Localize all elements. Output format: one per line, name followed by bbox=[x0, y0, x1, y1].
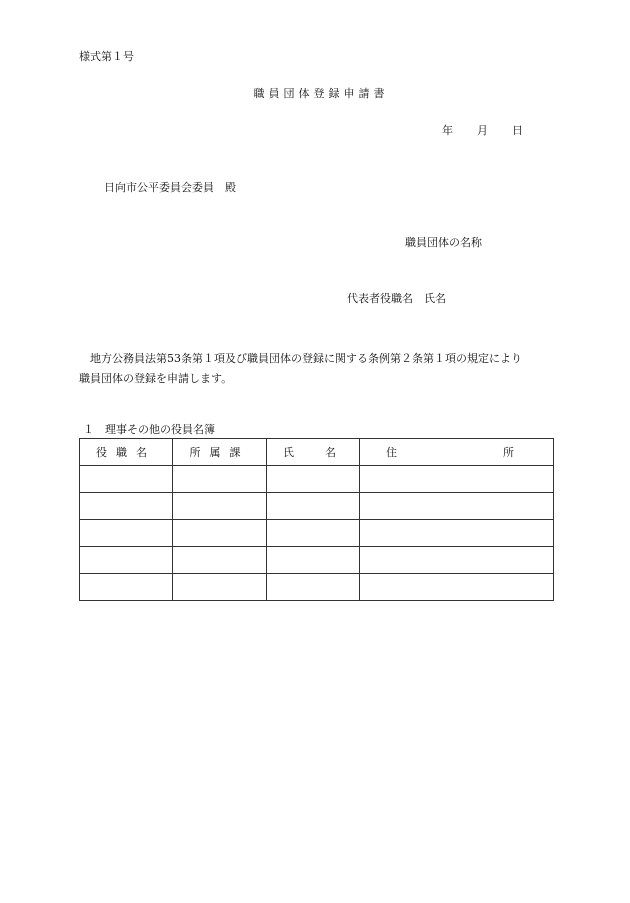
addressee: 日向市公平委員会委員 殿 bbox=[104, 181, 236, 194]
application-body bbox=[79, 349, 554, 389]
cell-position[interactable] bbox=[80, 466, 173, 493]
header-department: 所属課 bbox=[173, 439, 267, 466]
officer-table-header bbox=[80, 439, 554, 466]
cell-department[interactable] bbox=[173, 466, 267, 493]
cell-position[interactable] bbox=[80, 493, 173, 520]
cell-name[interactable] bbox=[267, 466, 360, 493]
cell-department[interactable] bbox=[173, 574, 267, 601]
table-row bbox=[80, 466, 554, 493]
date-year: 年 bbox=[442, 124, 453, 137]
cell-name[interactable] bbox=[267, 493, 360, 520]
cell-address[interactable] bbox=[360, 520, 554, 547]
header-name: 氏 名 bbox=[267, 439, 360, 466]
cell-name[interactable] bbox=[267, 574, 360, 601]
officer-list-heading: １ 理事その他の役員名簿 bbox=[83, 423, 215, 436]
officer-table bbox=[79, 438, 554, 601]
date-month: 月 bbox=[477, 124, 488, 137]
body-line-2: 職員団体の登録を申請します。 bbox=[79, 372, 233, 385]
cell-department[interactable] bbox=[173, 547, 267, 574]
body-line-1: 地方公務員法第53条第１項及び職員団体の登録に関する条例第２条第１項の規定により bbox=[90, 352, 522, 365]
table-row bbox=[80, 547, 554, 574]
cell-name[interactable] bbox=[267, 547, 360, 574]
cell-department[interactable] bbox=[173, 520, 267, 547]
cell-position[interactable] bbox=[80, 547, 173, 574]
table-row bbox=[80, 520, 554, 547]
header-position: 役職名 bbox=[80, 439, 173, 466]
date-day: 日 bbox=[512, 124, 523, 137]
cell-position[interactable] bbox=[80, 520, 173, 547]
cell-address[interactable] bbox=[360, 547, 554, 574]
document-title: 職員団体登録申請書 bbox=[253, 87, 389, 100]
table-row bbox=[80, 493, 554, 520]
header-address: 住 所 bbox=[360, 439, 554, 466]
table-row bbox=[80, 574, 554, 601]
date-line bbox=[442, 125, 547, 136]
representative-label: 代表者役職名 氏名 bbox=[347, 292, 446, 305]
cell-address[interactable] bbox=[360, 493, 554, 520]
cell-position[interactable] bbox=[80, 574, 173, 601]
organization-name-label: 職員団体の名称 bbox=[405, 236, 482, 249]
cell-department[interactable] bbox=[173, 493, 267, 520]
cell-name[interactable] bbox=[267, 520, 360, 547]
cell-address[interactable] bbox=[360, 574, 554, 601]
cell-address[interactable] bbox=[360, 466, 554, 493]
form-number: 様式第１号 bbox=[79, 50, 134, 63]
